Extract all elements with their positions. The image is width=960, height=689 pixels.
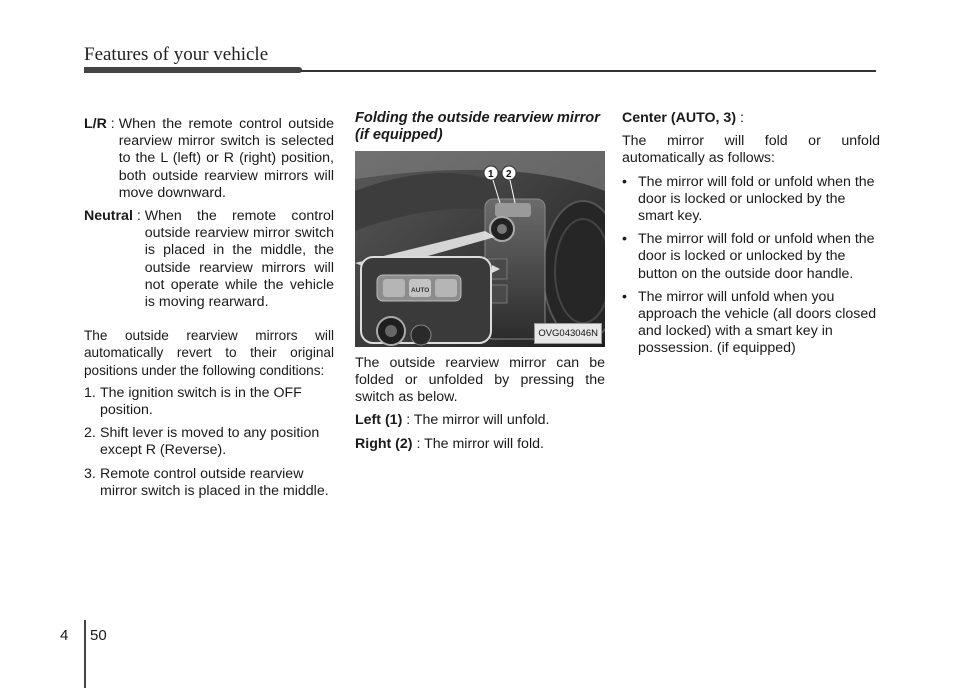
definition-separator: : [132,208,145,225]
list-item [84,385,334,419]
center-auto-heading [622,110,880,127]
left-switch-text: : The mirror will unfold. [402,412,550,429]
center-auto-term: Center (AUTO, 3) [622,110,737,126]
header-accent-bar [84,67,302,73]
list-number: 1. [84,384,96,401]
footer-rule [84,620,86,688]
list-item [622,231,880,283]
list-text: The mirror will fold or unfold when the door is locked or unlocked by the smart key. [638,173,875,225]
definition-neutral [84,208,334,311]
list-item [84,425,334,459]
right-switch-term: Right (2) [355,435,413,452]
definition-lr [84,116,334,202]
definition-term: L/R [84,116,107,132]
list-item [622,289,880,358]
list-item [622,174,880,226]
figure-code: OVG043046N [534,323,602,344]
auto-label: AUTO [411,286,430,294]
center-auto-colon: : [736,110,744,126]
list-text: Remote control outside rearview mirror switch is placed in the middle. [100,465,329,499]
column-left [84,116,334,506]
list-item [84,466,334,500]
column-middle [355,110,605,459]
definition-term: Neutral [84,208,133,225]
definition-text: When the remote control outside rearview mirror switch is placed in the middle, the outside rearview mirrors will not operate while the vehicle is moving rearward. [144,208,334,311]
section-number: 4 [60,627,69,644]
right-switch-desc [355,436,605,453]
mirror-switch-illustration [355,151,605,347]
list-text: The mirror will fold or unfold when the door is locked or unlocked by the button on the outside door handle. [638,231,875,282]
left-switch-desc [355,412,605,429]
bullet-icon: • [622,288,627,305]
list-number: 3. [84,465,96,482]
page-header-title: Features of your vehicle [84,44,269,65]
list-text: The ignition switch is in the OFF position. [100,384,302,419]
bullet-icon: • [622,173,627,190]
right-switch-text: : The mirror will fold. [412,435,544,452]
list-text: Shift lever is moved to any position except R (Reverse). [100,425,320,459]
folding-paragraph: The outside rearview mirror can be folded or unfolded by pressing the switch as below. [355,354,605,406]
bullet-icon: • [622,231,627,248]
definition-text: When the remote control outside rearview mirror switch is selected to the L (left) or R (right) position, both outside rearview mirrors will move downward. [118,116,334,201]
callout-2: 2 [506,168,512,180]
list-number: 2. [84,425,96,442]
section-subheading: Folding the outside rearview mirror (if equipped) [355,110,600,144]
header-rule [300,70,876,72]
auto-fold-paragraph: The mirror will fold or unfold automatically as follows: [622,133,880,167]
revert-conditions-paragraph: The outside rearview mirrors will automatically revert to their original positions under the following conditions: [84,328,334,378]
column-right [622,110,880,364]
page-number: 50 [90,627,107,644]
mirror-switch-figure [355,151,605,347]
list-text: The mirror will unfold when you approach the vehicle (all doors closed and locked) with a smart key in possession. (if equipped) [638,288,877,357]
left-switch-term: Left (1) [355,412,403,429]
callout-1: 1 [488,168,494,180]
definition-separator: : [106,116,119,132]
